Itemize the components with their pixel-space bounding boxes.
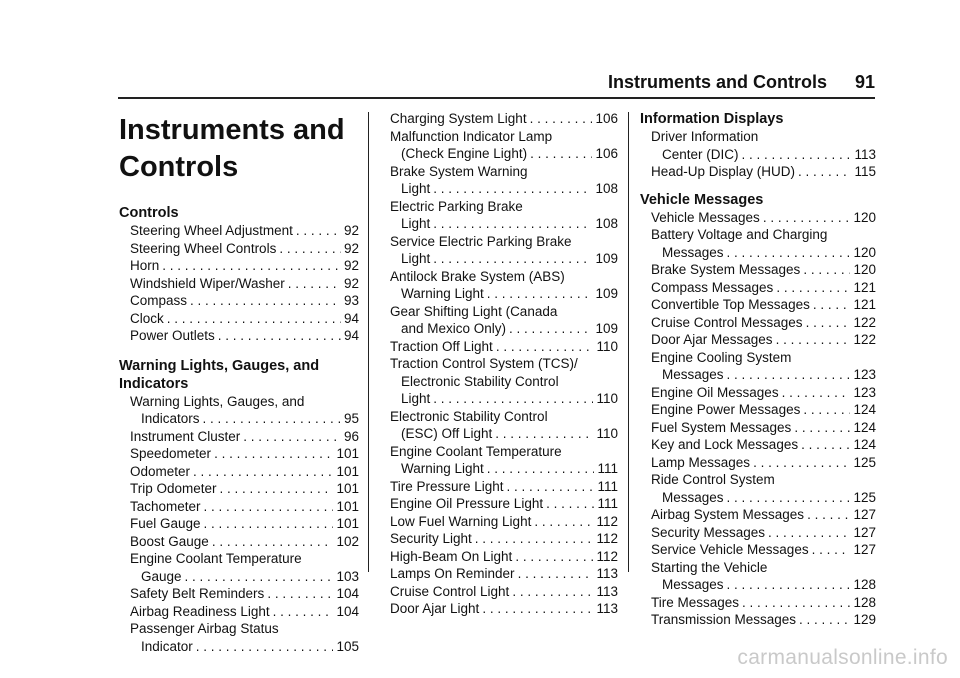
- toc-entry-label[interactable]: Engine Cooling System: [651, 349, 792, 365]
- toc-entry-page: 106: [595, 111, 618, 126]
- toc-entry-label: Fuel System Messages: [651, 419, 792, 435]
- toc-entry[interactable]: [119, 603, 359, 621]
- toc-entry-page: 92: [343, 258, 359, 273]
- toc-entry[interactable]: Head-Up Display (HUD) . . . 115: [640, 163, 876, 181]
- toc-entry-label: Engine Oil Pressure Light: [390, 496, 544, 511]
- toc-entry-page: 112: [596, 531, 618, 546]
- toc-entry-label[interactable]: Electronic Stability Control: [401, 373, 559, 389]
- dot-leader: [803, 261, 850, 279]
- toc-entry-page: 109: [595, 251, 618, 266]
- toc-entry[interactable]: [119, 533, 359, 551]
- toc-entry[interactable]: [119, 445, 359, 463]
- dot-leader: [530, 110, 593, 128]
- toc-entry-page: 123: [853, 367, 876, 382]
- toc-entry-page: 108: [595, 216, 618, 231]
- dot-leader: [794, 419, 850, 437]
- toc-entry[interactable]: [119, 257, 359, 275]
- toc-entry[interactable]: [390, 285, 618, 303]
- toc-entry[interactable]: Indicator . . . 105: [119, 638, 359, 656]
- toc-entry[interactable]: [390, 320, 618, 338]
- toc-entry[interactable]: [119, 310, 359, 328]
- toc-entry-label: Transmission Messages: [651, 612, 797, 627]
- toc-entry-label[interactable]: Driver Information: [651, 129, 759, 144]
- toc-entry-page: 127: [853, 524, 876, 540]
- dot-leader: [296, 222, 341, 240]
- toc-entry-label: Light: [401, 391, 431, 406]
- toc-entry-page: 124: [853, 437, 876, 452]
- toc-entry-page: 128: [853, 594, 876, 610]
- toc-entry-page: 111: [597, 496, 618, 511]
- toc-entry-page: 101: [336, 516, 359, 531]
- toc-entry[interactable]: [390, 478, 618, 496]
- toc-entry-label: Tire Messages: [651, 594, 740, 610]
- toc-entry-label: Messages: [662, 244, 724, 260]
- toc-entry-label: Cruise Control Light: [390, 583, 510, 599]
- dot-leader: [806, 314, 851, 332]
- toc-entry-page: 113: [596, 601, 618, 616]
- dot-leader: [776, 279, 850, 297]
- toc-entry[interactable]: [390, 250, 618, 268]
- toc-entry[interactable]: [390, 565, 618, 583]
- toc-entry-label[interactable]: Gear Shifting Light (Canada: [390, 303, 558, 319]
- dot-leader: [433, 215, 592, 233]
- dot-leader: [475, 530, 594, 548]
- dot-leader: [162, 257, 341, 275]
- toc-entry[interactable]: [119, 480, 359, 498]
- toc-entry-label: Safety Belt Reminders: [130, 586, 265, 601]
- toc-entry-label[interactable]: Ride Control System: [651, 472, 775, 487]
- toc-entry-label[interactable]: Engine Coolant Temperature: [130, 551, 302, 566]
- section-title-vehicle-messages: Vehicle Messages: [640, 191, 764, 208]
- toc-entry-label: Lamps On Reminder: [390, 566, 515, 581]
- toc-entry-label: Trip Odometer: [130, 481, 217, 496]
- toc-entry-page: 122: [853, 314, 876, 330]
- toc-column-3: [640, 110, 876, 629]
- dot-leader: [763, 209, 851, 227]
- toc-entry-label: Service Vehicle Messages: [651, 542, 809, 557]
- toc-entry-page: 129: [853, 612, 876, 627]
- chapter-title: Instruments and Controls: [119, 114, 345, 183]
- page-header: [0, 72, 875, 93]
- toc-entry-label: Engine Oil Messages: [651, 384, 779, 400]
- toc-entry[interactable]: [119, 428, 359, 446]
- toc-entry-page: 127: [853, 507, 876, 522]
- toc-entry-label: Fuel Gauge: [130, 516, 201, 531]
- toc-entry-page: 120: [853, 262, 876, 277]
- dot-leader: [487, 460, 595, 478]
- toc-entry-label: Boost Gauge: [130, 533, 209, 549]
- toc-entry-label: Steering Wheel Controls: [130, 240, 277, 256]
- toc-entry-label: Engine Power Messages: [651, 402, 801, 417]
- section-title-controls: Controls: [119, 205, 179, 221]
- toc-entry-label: Airbag System Messages: [651, 507, 805, 522]
- toc-entry-page: 93: [343, 293, 359, 308]
- dot-leader: [742, 594, 850, 612]
- header-title: Instruments and Controls: [607, 72, 827, 92]
- toc-entry-label: Traction Off Light: [390, 338, 493, 354]
- dot-leader: [807, 506, 850, 524]
- toc-entry-page: 102: [336, 533, 359, 549]
- toc-entry-page: 101: [336, 498, 359, 514]
- toc-entry-label[interactable]: Warning Lights, Gauges, and: [130, 393, 305, 409]
- toc-entry-page: 112: [596, 548, 618, 564]
- toc-entry-page: 120: [853, 244, 876, 260]
- toc-entry-page: 128: [853, 577, 876, 592]
- toc-entry-label: Convertible Top Messages: [651, 297, 810, 312]
- toc-entry-label[interactable]: Traction Control System (TCS)/: [390, 356, 578, 371]
- dot-leader: [782, 384, 851, 402]
- toc-entry-page: 123: [853, 384, 876, 400]
- toc-entry[interactable]: [390, 583, 618, 601]
- dot-leader: [515, 548, 593, 566]
- toc-entry[interactable]: [640, 331, 876, 349]
- toc-entry-label: (ESC) Off Light: [401, 426, 493, 441]
- toc-entry[interactable]: [390, 390, 618, 408]
- dot-leader: [727, 244, 851, 262]
- toc-entry-label: Lamp Messages: [651, 454, 751, 470]
- toc-entry-page: 124: [853, 402, 876, 417]
- toc-entry-label[interactable]: Passenger Airbag Status: [130, 621, 279, 636]
- toc-entry-label: Charging System Light: [390, 111, 527, 126]
- toc-entry-page: 124: [853, 419, 876, 435]
- dot-leader: [212, 533, 334, 551]
- dot-leader: [546, 495, 594, 513]
- toc-entry[interactable]: [119, 585, 359, 603]
- toc-entry-label: Door Ajar Messages: [651, 332, 773, 347]
- toc-entry-label: Steering Wheel Adjustment: [130, 223, 293, 238]
- toc-entry-label: Key and Lock Messages: [651, 437, 799, 452]
- toc-entry-label: High-Beam On Light: [390, 548, 513, 564]
- toc-entry-label: Warning Light: [401, 286, 484, 301]
- dot-leader: [727, 576, 851, 594]
- toc-entry-label: Light: [401, 181, 431, 196]
- toc-entry-page: 111: [597, 478, 618, 494]
- toc-entry-label[interactable]: Engine Coolant Temperature: [390, 443, 562, 459]
- toc-entry-label: (Check Engine Light): [401, 146, 528, 161]
- toc-entry-label[interactable]: Brake System Warning: [390, 163, 528, 179]
- toc-entry-page: 101: [336, 463, 359, 479]
- toc-column-2: [390, 110, 618, 618]
- dot-leader: [214, 445, 333, 463]
- toc-entry[interactable]: [119, 327, 359, 345]
- watermark: carmanualsonline.info: [737, 646, 948, 669]
- toc-entry-label: Windshield Wiper/Washer: [130, 275, 285, 291]
- toc-entry-label: Security Light: [390, 531, 472, 546]
- toc-entry-page: 122: [853, 332, 876, 347]
- toc-entry-page: 104: [336, 603, 359, 619]
- toc-entry[interactable]: [640, 384, 876, 402]
- toc-entry[interactable]: [390, 530, 618, 548]
- dot-leader: [496, 338, 594, 356]
- dot-leader: [167, 310, 341, 328]
- toc-entry-page: 110: [596, 338, 618, 354]
- toc-entry-label: Light: [401, 251, 431, 266]
- toc-entry-page: 92: [343, 240, 359, 256]
- dot-leader: [530, 145, 592, 163]
- toc-entry-label[interactable]: Malfunction Indicator Lamp: [390, 128, 553, 144]
- dot-leader: [273, 603, 334, 621]
- section-list-information-displays: [640, 128, 876, 181]
- toc-entry-page: 106: [595, 146, 618, 161]
- toc-entry[interactable]: [119, 275, 359, 293]
- dot-leader: [220, 480, 334, 498]
- toc-entry-label: Odometer: [130, 463, 191, 479]
- toc-entry-label: Security Messages: [651, 524, 766, 540]
- toc-entry-label: Instrument Cluster: [130, 428, 241, 444]
- dot-leader: [279, 240, 341, 258]
- toc-entry-label: Tachometer: [130, 498, 201, 514]
- toc-entry-page: 92: [343, 223, 359, 238]
- dot-leader: [433, 390, 593, 408]
- dot-leader: [812, 541, 851, 559]
- toc-entry-page: 101: [336, 481, 359, 496]
- toc-entry[interactable]: [390, 460, 618, 478]
- toc-entry[interactable]: [390, 145, 618, 163]
- toc-entry-page: 94: [343, 328, 359, 343]
- toc-entry[interactable]: [119, 222, 359, 240]
- toc-entry-page: 110: [596, 391, 618, 406]
- dot-leader: [727, 489, 851, 507]
- toc-entry-page: 125: [853, 454, 876, 470]
- toc-entry[interactable]: [119, 292, 359, 310]
- toc-entry-page: 127: [853, 542, 876, 557]
- toc-entry-label[interactable]: Service Electric Parking Brake: [390, 233, 572, 249]
- toc-entry[interactable]: [640, 244, 876, 262]
- dot-leader: [482, 600, 593, 618]
- toc-column-1: [119, 110, 359, 655]
- dot-leader: [433, 250, 592, 268]
- dot-leader: [776, 331, 851, 349]
- toc-entry-label: and Mexico Only): [401, 321, 507, 336]
- toc-entry-label: Cruise Control Messages: [651, 314, 803, 330]
- dot-leader: [190, 292, 341, 310]
- toc-entry-label[interactable]: Starting the Vehicle: [651, 559, 768, 575]
- toc-entry-label: Vehicle Messages: [651, 209, 760, 225]
- toc-entry[interactable]: [640, 279, 876, 297]
- page-number: 91: [854, 72, 875, 92]
- dot-leader: [507, 478, 595, 496]
- toc-entry-label: Clock: [130, 310, 164, 326]
- toc-entry[interactable]: [640, 261, 876, 279]
- toc-entry[interactable]: [640, 296, 876, 314]
- toc-entry[interactable]: [640, 314, 876, 332]
- toc-entry-label: Low Fuel Warning Light: [390, 513, 532, 529]
- toc-entry-label: Speedometer: [130, 446, 212, 461]
- dot-leader: [534, 513, 593, 531]
- toc-entry-label: Power Outlets: [130, 328, 215, 343]
- section-title-warning-lights: Warning Lights, Gauges, and Indicators: [119, 357, 320, 392]
- toc-entry-label: Brake System Messages: [651, 262, 801, 277]
- toc-entry[interactable]: [390, 513, 618, 531]
- section-list-vehicle-messages: [640, 209, 876, 629]
- toc-entry[interactable]: [640, 366, 876, 384]
- toc-entry-page: 111: [597, 461, 618, 476]
- toc-entry-page: 125: [853, 489, 876, 505]
- dot-leader: [204, 498, 334, 516]
- section-list-controls: [119, 222, 359, 345]
- toc-entry-page: 120: [853, 209, 876, 225]
- dot-leader: [495, 425, 593, 443]
- toc-entry[interactable]: [119, 515, 359, 533]
- dot-leader: [799, 611, 850, 629]
- dot-leader: [801, 436, 850, 454]
- toc-entry[interactable]: [640, 419, 876, 437]
- toc-entry[interactable]: [640, 506, 876, 524]
- toc-entry-label: Warning Light: [401, 461, 484, 476]
- dot-leader: [509, 320, 592, 338]
- toc-entry[interactable]: Gauge . . . 103: [119, 568, 359, 586]
- toc-entry[interactable]: Center (DIC) . . . 113: [640, 146, 876, 164]
- dot-leader: [813, 296, 851, 314]
- dot-leader: [803, 401, 850, 419]
- toc-entry[interactable]: [640, 436, 876, 454]
- toc-entry[interactable]: [119, 240, 359, 258]
- dot-leader: [512, 583, 593, 601]
- toc-entry[interactable]: [640, 524, 876, 542]
- toc-entry-page: 101: [336, 446, 359, 461]
- toc-entry-label: Messages: [662, 577, 724, 592]
- dot-leader: [487, 285, 593, 303]
- toc-entry[interactable]: [390, 600, 618, 618]
- toc-entry-page: 113: [596, 566, 618, 581]
- dot-leader: [218, 327, 341, 345]
- dot-leader: [518, 565, 594, 583]
- dot-leader: [243, 428, 341, 446]
- toc-entry[interactable]: Indicators . . . 95: [119, 410, 359, 428]
- toc-entry-label: Messages: [662, 367, 724, 382]
- toc-entry-label: Messages: [662, 489, 724, 505]
- header-rule: [118, 97, 875, 99]
- toc-entry[interactable]: [640, 454, 876, 472]
- column-divider: [628, 112, 629, 572]
- toc-entry-page: 94: [343, 310, 359, 326]
- toc-entry[interactable]: [390, 110, 618, 128]
- dot-leader: [193, 463, 333, 481]
- toc-entry[interactable]: [390, 215, 618, 233]
- toc-entry[interactable]: [640, 594, 876, 612]
- toc-entry-page: 109: [595, 321, 618, 336]
- dot-leader: [768, 524, 850, 542]
- toc-entry-label: Airbag Readiness Light: [130, 603, 270, 619]
- toc-entry-label: Horn: [130, 258, 160, 273]
- toc-entry[interactable]: [390, 495, 618, 513]
- toc-entry[interactable]: [390, 180, 618, 198]
- toc-entry-page: 92: [343, 275, 359, 291]
- toc-entry-label[interactable]: Battery Voltage and Charging: [651, 227, 828, 242]
- toc-entry-page: 121: [853, 279, 876, 295]
- toc-entry-label: Light: [401, 216, 431, 231]
- toc-entry-page: 110: [596, 426, 618, 441]
- toc-entry-page: 109: [595, 286, 618, 301]
- toc-entry-label[interactable]: Electronic Stability Control: [390, 408, 548, 424]
- column-divider: [368, 112, 369, 572]
- toc-entry[interactable]: [119, 463, 359, 481]
- toc-entry-page: 108: [595, 181, 618, 196]
- toc-entry-page: 96: [343, 428, 359, 444]
- toc-entry-page: 113: [596, 583, 618, 599]
- toc-entry[interactable]: [640, 401, 876, 419]
- dot-leader: [267, 585, 333, 603]
- dot-leader: [433, 180, 592, 198]
- toc-entry[interactable]: [640, 611, 876, 629]
- toc-entry[interactable]: [640, 576, 876, 594]
- toc-entry-page: 104: [336, 586, 359, 601]
- toc-entry-label: Compass: [130, 293, 188, 308]
- toc-entry-label: Compass Messages: [651, 279, 774, 295]
- toc-entry-label: Tire Pressure Light: [390, 478, 504, 494]
- toc-entry[interactable]: [119, 498, 359, 516]
- section-title-information-displays: Information Displays: [640, 111, 784, 127]
- dot-leader: [204, 515, 334, 533]
- toc-entry-page: 121: [853, 297, 876, 312]
- toc-entry-label: Door Ajar Light: [390, 601, 480, 616]
- section-list-warning-lights: [119, 393, 359, 656]
- toc-entry-label[interactable]: Antilock Brake System (ABS): [390, 268, 565, 284]
- toc-entry[interactable]: [640, 209, 876, 227]
- toc-entry-page: 112: [596, 513, 618, 529]
- dot-leader: [753, 454, 850, 472]
- toc-entry-label[interactable]: Electric Parking Brake: [390, 198, 523, 214]
- toc-entry[interactable]: [640, 489, 876, 507]
- toc-entry[interactable]: [390, 548, 618, 566]
- dot-leader: [288, 275, 341, 293]
- toc-entry[interactable]: [390, 425, 618, 443]
- toc-entry[interactable]: [390, 338, 618, 356]
- dot-leader: [727, 366, 851, 384]
- toc-entry[interactable]: [640, 541, 876, 559]
